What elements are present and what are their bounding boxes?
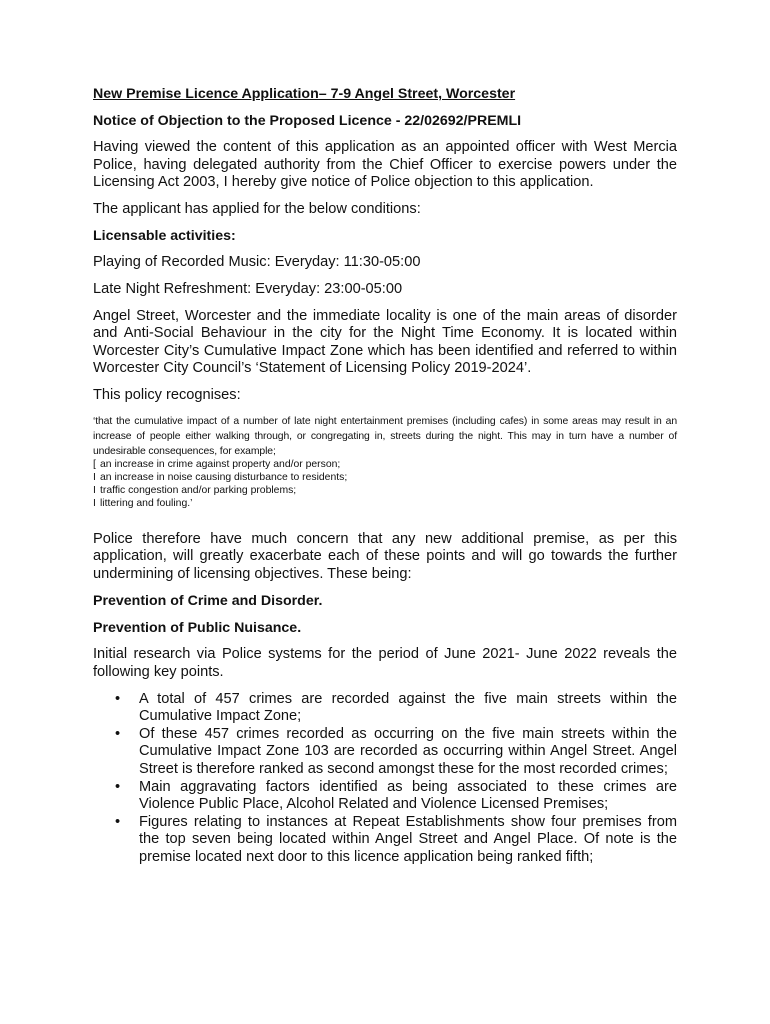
quote-item-text: littering and fouling.’: [100, 497, 193, 509]
list-item: [93, 691, 677, 726]
objective-nuisance-heading: Prevention of Public Nuisance.: [93, 620, 302, 637]
list-item-text: Main aggravating factors identified as being associated to these crimes are Violence Public Place, Alcohol Related and Violence Licensed Premises;: [139, 778, 677, 813]
list-item-text: Figures relating to instances at Repeat Establishments show four premises from the top seven being located within Angel Street and Angel Place. Of note is the premise located next door to this licence application being ranked fifth;: [139, 813, 677, 865]
quote-item-mark: [: [93, 459, 96, 471]
bullet-icon: •: [115, 778, 121, 795]
list-item-text: A total of 457 crimes are recorded against the five main streets within the Cumulative Impact Zone;: [139, 690, 677, 725]
list-item: [93, 779, 677, 814]
activities-heading: Licensable activities:: [93, 228, 236, 245]
quote-item-text: an increase in noise causing disturbance to residents;: [100, 472, 348, 484]
quote-item: [93, 472, 677, 485]
policy-intro: This policy recognises:: [93, 386, 241, 403]
quote-item: [93, 498, 677, 511]
quote-item-mark: I: [93, 485, 96, 497]
quote-item-mark: I: [93, 497, 96, 509]
quote-item-text: traffic congestion and/or parking problems;: [100, 485, 297, 497]
activity-music: Playing of Recorded Music: Everyday: 11:30-05:00: [93, 254, 421, 271]
locality-paragraph: Angel Street, Worcester and the immediate locality is one of the main areas of disorder and Anti-Social Behaviour in the city for the Night Time Economy. It is located within Worcester City’s Cumulative Impact Zone which has been identified and referred to within Worcester City Council’s ‘Statement of Licensing Policy 2019-2024’.: [93, 307, 677, 377]
quote-item: [93, 485, 677, 498]
spacer: [93, 511, 677, 531]
activity-refreshment: Late Night Refreshment: Everyday: 23:00-05:00: [93, 280, 403, 297]
conditions-intro: The applicant has applied for the below conditions:: [93, 200, 421, 217]
quote-item: [93, 459, 677, 472]
intro-paragraph: Having viewed the content of this application as an appointed officer with West Mercia Police, having delegated authority from the Chief Officer to exercise powers under the Licensing Act 2003, I hereby give notice of Police objection to this application.: [93, 139, 677, 191]
quote-item-mark: I: [93, 472, 96, 484]
bullet-icon: •: [115, 690, 121, 707]
policy-quote: ‘that the cumulative impact of a number of late night entertainment premises (including cafes) in some areas may result in an increase of people either walking through, or congregating in, streets during the night. This may in turn have a number of undesirable consequences, for example;: [93, 415, 677, 458]
notice-heading: Notice of Objection to the Proposed Licence - 22/02692/PREMLI: [93, 113, 522, 129]
objective-crime-heading: Prevention of Crime and Disorder.: [93, 593, 323, 610]
quote-list: [93, 459, 677, 510]
bullet-icon: •: [115, 725, 121, 742]
quote-item-text: an increase in crime against property and/or person;: [100, 459, 341, 471]
concern-paragraph: Police therefore have much concern that any new additional premise, as per this application, will greatly exacerbate each of these points and will go towards the further undermining of licensing objectives. These being:: [93, 530, 677, 582]
document-page: [93, 85, 677, 867]
bullet-icon: •: [115, 813, 121, 830]
document-title: New Premise Licence Application– 7-9 Angel Street, Worcester: [93, 86, 516, 102]
key-points-list: [93, 691, 677, 867]
list-item: [93, 726, 677, 779]
list-item-text: Of these 457 crimes recorded as occurring on the five main streets within the Cumulative Impact Zone 103 are recorded as occurring within Angel Street. Angel Street is therefore ranked as second amongst these for the most recorded crimes;: [139, 725, 677, 777]
list-item: [93, 814, 677, 867]
research-paragraph: Initial research via Police systems for the period of June 2021- June 2022 reveals the following key points.: [93, 646, 677, 680]
